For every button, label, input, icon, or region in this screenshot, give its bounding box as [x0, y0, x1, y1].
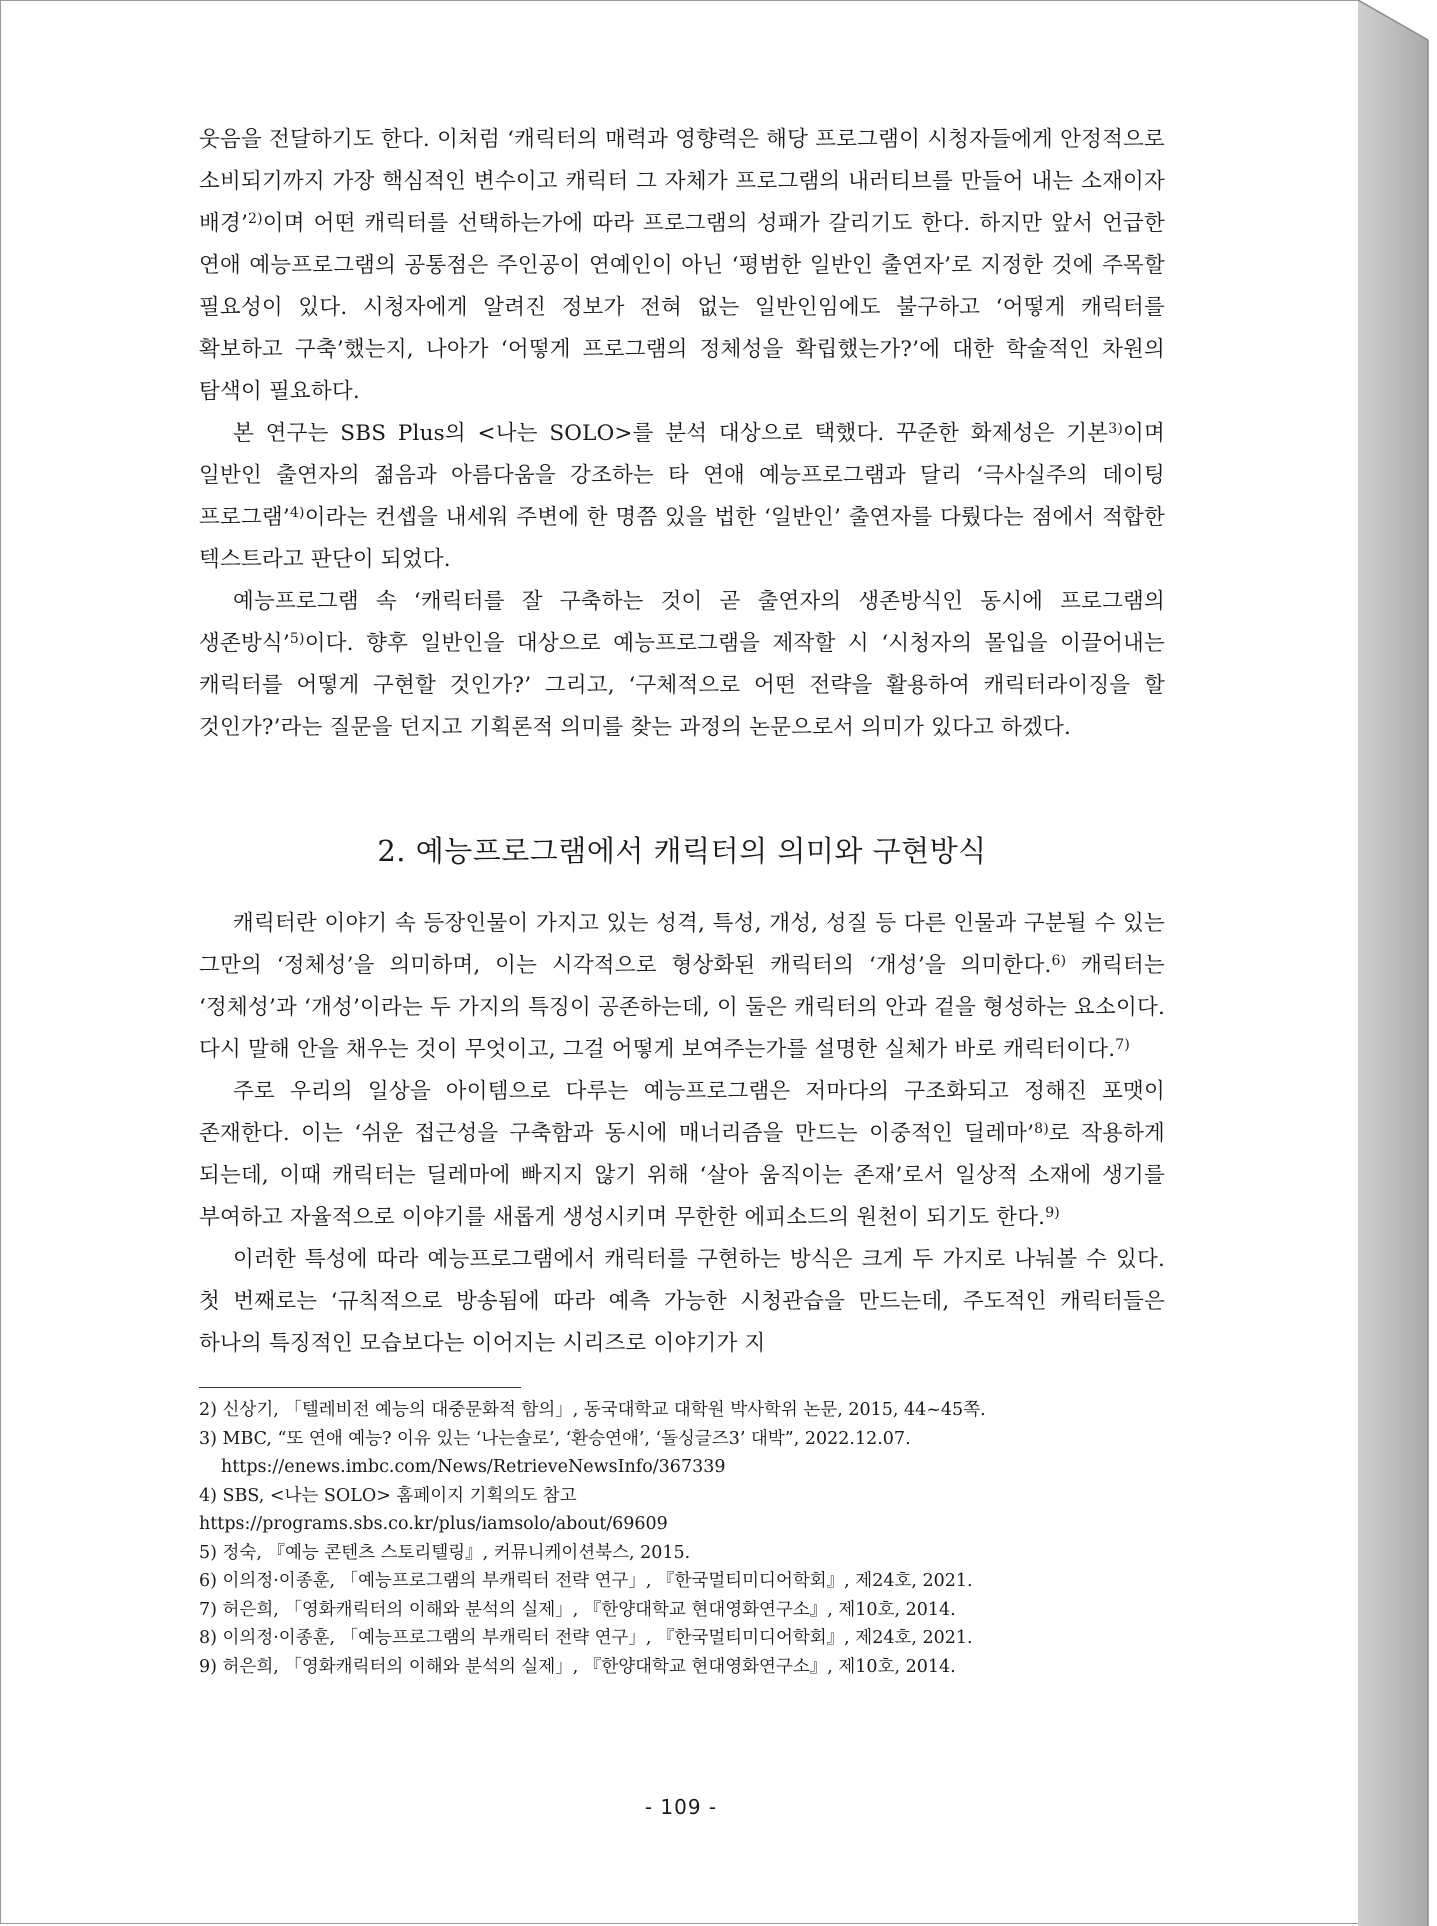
- body-paragraph: 본 연구는 SBS Plus의 <나는 SOLO>를 분석 대상으로 택했다. 꾸준한 화제성은 기본$^{3)}$이며 일반인 출연자의 젊음과 아름다움을 강조하는 타 연애 예능프로그램과 달리 ‘극사실주의 데이팅 프로그램’$^{4)}$이라는 컨셉을 내세워 주변에 한 명쯤 있을 법한 ‘일반인’ 출연자를 다뤘다는 점에서 적합한 텍스트라고 판단이 되었다.: [199, 421, 1165, 572]
- section-title: 2. 예능프로그램에서 캐릭터의 의미와 구현방식: [377, 834, 987, 868]
- body-paragraph: 예능프로그램 속 ‘캐릭터를 잘 구축하는 것이 곧 출연자의 생존방식인 동시에 프로그램의 생존방식’$^{5)}$이다. 향후 일반인을 대상으로 예능프로그램을 제작할 시 ‘시청자의 몰입을 이끌어내는 캐릭터를 어떻게 구현할 것인가?’ 그리고, ‘구체적으로 어떤 전략을 활용하여 캐릭터라이징을 할 것인가?’라는 질문을 던지고 기획론적 의미를 찾는 과정의 논문으로서 의미가 있다고 하겠다.: [199, 589, 1165, 740]
- footnote-ref: 8): [1034, 1121, 1049, 1137]
- footnote-item: 8) 이의정·이종훈, 「예능프로그램의 부캐릭터 전략 연구」, 『한국멀티미디어학회』, 제24호, 2021.: [199, 1628, 973, 1648]
- page-stack-edge: [1358, 0, 1437, 1926]
- footnote-ref: 9): [1045, 1205, 1060, 1221]
- body-paragraph: 웃음을 전달하기도 한다. 이처럼 ‘캐릭터의 매력과 영향력은 해당 프로그램이 시청자들에게 안정적으로 소비되기까지 가장 핵심적인 변수이고 캐릭터 그 자체가 프로그램의 내러티브를 만들어 내는 소재이자 배경’$^{2)}$이며 어떤 캐릭터를 선택하는가에 따라 프로그램의 성패가 갈리기도 한다. 하지만 앞서 언급한 연애 예능프로그램의 공통점은 주인공이 연예인이 아닌 ‘평범한 일반인 출연자’로 지정한 것에 주목할 필요성이 있다. 시청자에게 알려진 정보가 전혀 없는 일반인임에도 불구하고 ‘어떻게 캐릭터를 확보하고 구축’했는지, 나아가 ‘어떻게 프로그램의 정체성을 확립했는가?’에 대한 학술적인 차원의 탐색이 필요하다.: [199, 127, 1165, 404]
- footnote-divider: [199, 1387, 521, 1388]
- footnote-ref: 5): [289, 631, 305, 647]
- body-paragraph: 이러한 특성에 따라 예능프로그램에서 캐릭터를 구현하는 방식은 크게 두 가지로 나눠볼 수 있다. 첫 번째로는 ‘규칙적으로 방송됨에 따라 예측 가능한 시청관습을 만드는데, 주도적인 캐릭터들은 하나의 특징적인 모습보다는 이어지는 시리즈로 이야기가 지: [199, 1247, 1165, 1356]
- footnote-item: 5) 정숙, 『예능 콘텐츠 스토리텔링』, 커뮤니케이션북스, 2015.: [199, 1542, 691, 1563]
- footnote-ref: 7): [1115, 1037, 1131, 1053]
- body-paragraph: 캐릭터란 이야기 속 등장인물이 가지고 있는 성격, 특성, 개성, 성질 등 다른 인물과 구분될 수 있는 그만의 ‘정체성’을 의미하며, 이는 시각적으로 형상화된 캐릭터의 ‘개성’을 의미한다.$^{6)}$ 캐릭터는 ‘정체성’과 ‘개성’이라는 두 가지의 특징이 공존하는데, 이 둘은 캐릭터의 안과 겉을 형성하는 요소이다. 다시 말해 안을 채우는 것이 무엇이고, 그걸 어떻게 보여주는가를 설명한 실체가 바로 캐릭터이다.$^{7)}$: [199, 911, 1165, 1062]
- footnote-ref: 3): [1108, 421, 1124, 437]
- footnote-link[interactable]: https://programs.sbs.co.kr/plus/iamsolo/about/69609: [199, 1514, 668, 1534]
- footnote-ref: 2): [247, 211, 263, 227]
- footnote-item: 7) 허은희, 「영화캐릭터의 이해와 분석의 실제」, 『한양대학교 현대영화연구소』, 제10호, 2014.: [199, 1599, 956, 1620]
- footnote-ref: 4): [289, 505, 305, 521]
- footnote-link[interactable]: https://enews.imbc.com/News/RetrieveNewsInfo/367339: [221, 1457, 726, 1477]
- body-paragraph: 주로 우리의 일상을 아이템으로 다루는 예능프로그램은 저마다의 구조화되고 정해진 포맷이 존재한다. 이는 ‘쉬운 접근성을 구축함과 동시에 매너리즘을 만드는 이중적인 딜레마’$^{8)}$로 작용하게 되는데, 이때 캐릭터는 딜레마에 빠지지 않기 위해 ‘살아 움직이는 존재’로서 일상적 소재에 생기를 부여하고 자율적으로 이야기를 새롭게 생성시키며 무한한 에피소드의 원천이 되기도 한다.$^{9)}$: [199, 1079, 1165, 1230]
- footnote-item: 4) SBS, <나는 SOLO> 홈페이지 기획의도 참고: [199, 1485, 577, 1506]
- footnotes: [199, 1396, 1165, 1681]
- footnote-item: 9) 허은희, 「영화캐릭터의 이해와 분석의 실제」, 『한양대학교 현대영화연구소』, 제10호, 2014.: [199, 1656, 956, 1677]
- page-content: [199, 119, 1165, 1681]
- footnote-item: 6) 이의정·이종훈, 「예능프로그램의 부캐릭터 전략 연구」, 『한국멀티미디어학회』, 제24호, 2021.: [199, 1571, 973, 1591]
- footnote-item: 2) 신상기, 「텔레비전 예능의 대중문화적 함의」, 동국대학교 대학원 박사학위 논문, 2015, 44~45쪽.: [199, 1400, 986, 1420]
- footnote-ref: 6): [1051, 953, 1067, 969]
- footnote-item: 3) MBC, “또 연애 예능? 이유 있는 ‘나는솔로’, ‘환승연애’, ‘돌싱글즈3’ 대박”, 2022.12.07.: [199, 1428, 911, 1449]
- page-number: - 109 -: [644, 1795, 718, 1819]
